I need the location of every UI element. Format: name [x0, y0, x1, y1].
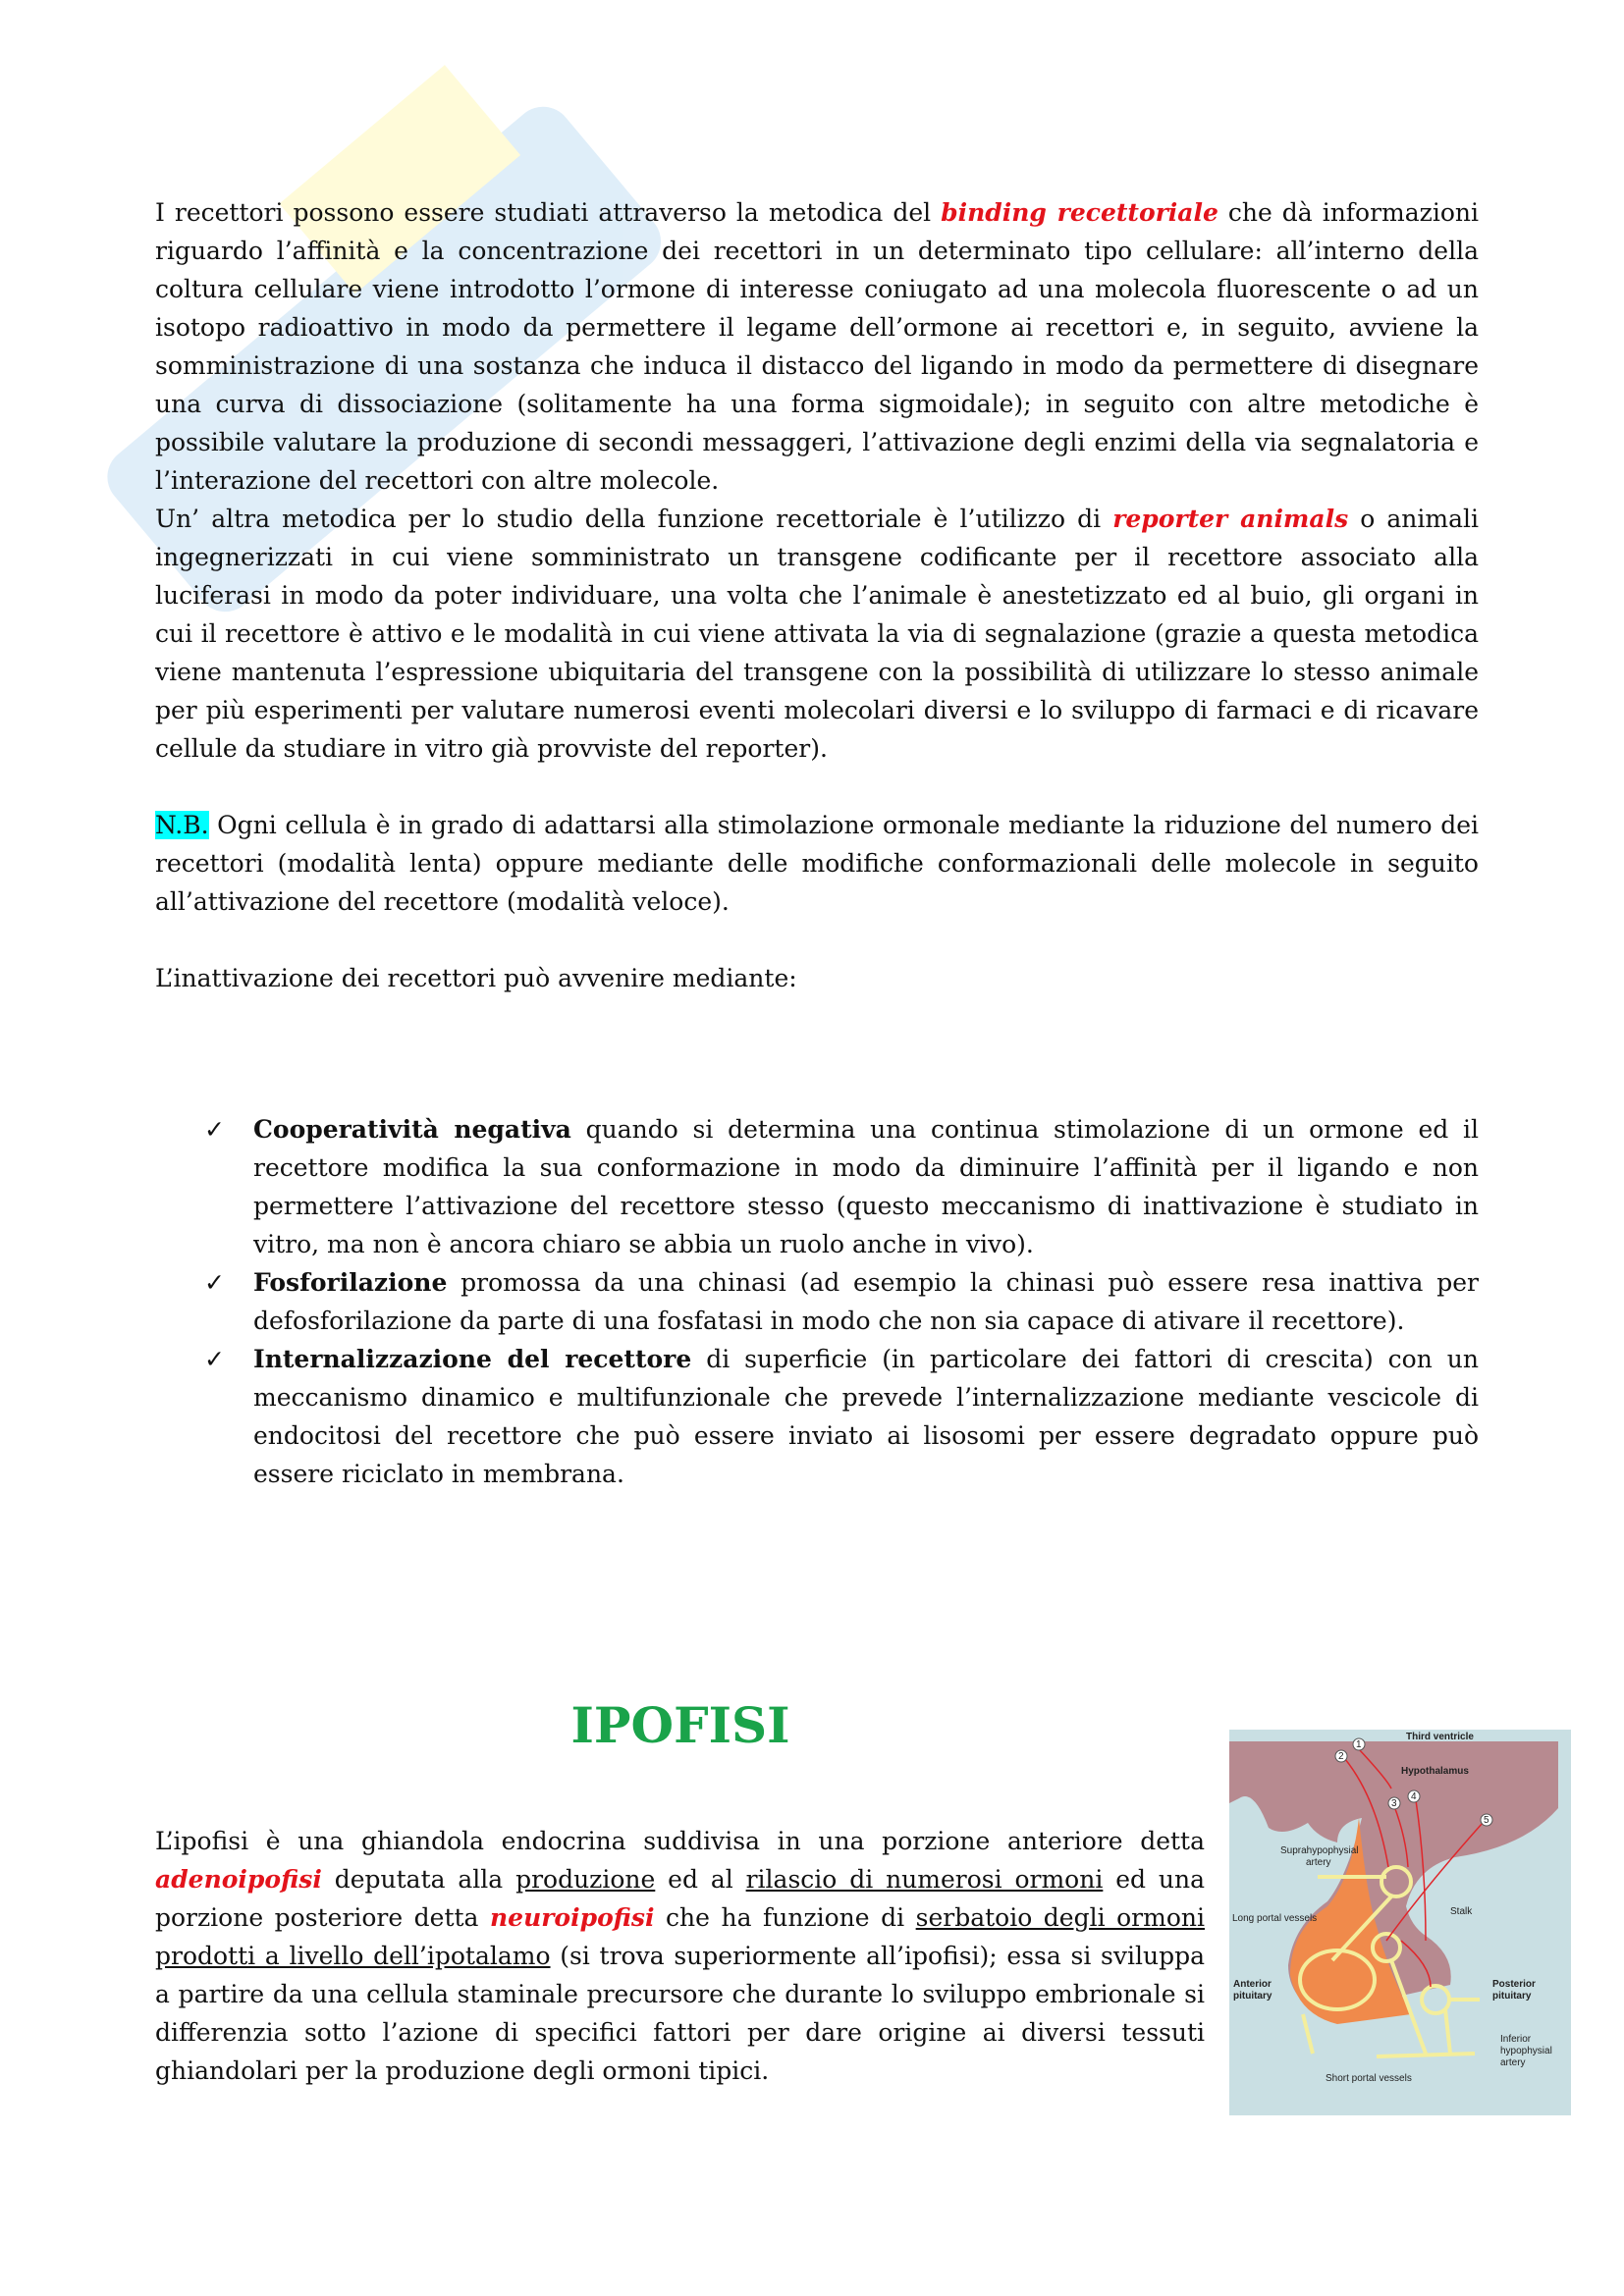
text: promossa da una chinasi (ad esempio la chinasi può essere resa inattiva per defosforilazione da parte di una fosfatasi in modo che non sia capace di ativare il recettore).	[253, 1268, 1479, 1335]
text: ed al	[655, 1865, 746, 1894]
label-hypothalamus: Hypothalamus	[1401, 1766, 1469, 1777]
label-anterior-pituitary: pituitary	[1233, 1991, 1272, 2002]
label-inferior-hypophysial: hypophysial	[1500, 2046, 1552, 2056]
label-5: 5	[1484, 1815, 1489, 1826]
bullet-title: Internalizzazione del recettore	[253, 1345, 692, 1373]
text: quando si determina una continua stimolazione di un ormone ed il recettore modifica la sua conformazione in modo da diminuire l’affinità per il ligando e non permettere l’attivazione del recettore stesso (questo meccanismo di inattivazione è studiato in vitro, ma non è ancora chiaro se abbia un ruolo anche in vivo).	[253, 1115, 1479, 1258]
underlined-text: serbatoio degli ormoni prodotti a livello dell’ipotalamo	[155, 1903, 1205, 1970]
label-2: 2	[1338, 1751, 1344, 1762]
list-item	[204, 1110, 1479, 1263]
inactivation-list	[204, 1110, 1479, 1493]
label-3: 3	[1391, 1798, 1397, 1809]
bullet-title: Cooperatività negativa	[253, 1115, 571, 1144]
term-binding-recettoriale: binding recettoriale	[941, 198, 1218, 227]
underlined-text: produzione	[515, 1865, 656, 1894]
text: che ha funzione di	[654, 1903, 916, 1932]
list-item	[204, 1263, 1479, 1340]
label-long-portal-vessels: Long portal vessels	[1232, 1913, 1318, 1924]
label-inferior-artery: artery	[1500, 2057, 1526, 2068]
text: deputata alla	[321, 1865, 516, 1894]
label-suprahypophysial-artery: artery	[1306, 1857, 1331, 1868]
paragraph-reporter	[155, 500, 1479, 768]
checkmark-icon: ✓	[204, 1115, 225, 1144]
text: (si trova superiormente all’ipofisi); essa si sviluppa a partire da una cellula staminale precursore che durante lo sviluppo embrionale si differenzia sotto l’azione di specifici fattori per dare origine ai diversi tessuti ghiandolari per la produzione degli ormoni tipici.	[155, 1942, 1205, 2085]
text: L’ipofisi è una ghiandola endocrina suddivisa in una porzione anteriore detta	[155, 1827, 1205, 1855]
term-reporter-animals: reporter animals	[1112, 505, 1349, 533]
paragraph-binding	[155, 193, 1479, 500]
list-item	[204, 1340, 1479, 1493]
text: I recettori possono essere studiati attraverso la metodica del	[155, 198, 942, 227]
label-4: 4	[1411, 1791, 1417, 1802]
text: ed una porzione posteriore detta	[155, 1865, 1205, 1932]
bullet-title: Fosforilazione	[253, 1268, 448, 1297]
inactivation-intro: L’inattivazione dei recettori può avvenire mediante:	[155, 964, 797, 992]
term-adenoipofisi: adenoipofisi	[155, 1865, 322, 1894]
term-neuroipofisi: neuroipofisi	[489, 1903, 655, 1932]
label-third-ventricle: Third ventricle	[1406, 1732, 1474, 1742]
body-text-block	[155, 193, 1479, 997]
checkmark-icon: ✓	[204, 1268, 225, 1297]
label-1: 1	[1356, 1739, 1362, 1750]
label-suprahypophysial: Suprahypophysial	[1280, 1845, 1359, 1856]
label-stalk: Stalk	[1450, 1906, 1473, 1917]
text: che dà informazioni riguardo l’affinità e la concentrazione dei recettori in un determinato tipo cellulare: all’interno della coltura cellulare viene introdotto l’ormone di interesse coniugato ad una molecola fluorescente o ad un isotopo radioattivo in modo da permettere il legame dell’ormone ai recettori e, in seguito, avviene la somministrazione di una sostanza che induca il distacco del ligando in modo da permettere di disegnare una curva di dissociazione (solitamente ha una forma sigmoidale); in seguito con altre metodiche è possibile valutare la produzione di secondi messaggeri, l’attivazione degli enzimi della via segnalatoria e l’interazione del recettori con altre molecole.	[155, 198, 1479, 495]
text: di superficie (in particolare dei fattori di crescita) con un meccanismo dinamico e multifunzionale che prevede l’internalizzazione mediante vescicole di endocitosi del recettore che può essere inviato ai lisosomi per essere degradato oppure può essere riciclato in membrana.	[253, 1345, 1479, 1488]
note-label: N.B.	[155, 811, 209, 839]
label-anterior: Anterior	[1233, 1979, 1272, 1990]
text: Ogni cellula è in grado di adattarsi alla stimolazione ormonale mediante la riduzione del numero dei recettori (modalità lenta) oppure mediante delle modifiche conformazionali delle molecole in seguito all’attivazione del recettore (modalità veloce).	[155, 811, 1479, 916]
checkmark-icon: ✓	[204, 1345, 225, 1373]
text: o animali ingegnerizzati in cui viene somministrato un transgene codificante per il recettore associato alla luciferasi in modo da poter individuare, una volta che l’animale è anestetizzato ed al buio, gli organi in cui il recettore è attivo e le modalità in cui viene attivata la via di segnalazione (grazie a questa metodica viene mantenuta l’espressione ubiquitaria del transgene con la possibilità di utilizzare lo stesso animale per più esperimenti per valutare numerosi eventi molecolari diversi e lo sviluppo di farmaci e di ricavare cellule da studiare in vitro già provviste del reporter).	[155, 505, 1480, 763]
underlined-text: rilascio di numerosi ormoni	[745, 1865, 1104, 1894]
label-inferior: Inferior	[1500, 2034, 1532, 2045]
label-posterior-pituitary: pituitary	[1492, 1991, 1532, 2002]
label-posterior: Posterior	[1492, 1979, 1536, 1990]
section-title: IPOFISI	[570, 1696, 790, 1754]
paragraph-note	[155, 806, 1479, 921]
pituitary-diagram	[1229, 1730, 1571, 2115]
label-short-portal-vessels: Short portal vessels	[1326, 2073, 1412, 2084]
ipofisi-paragraph	[155, 1822, 1205, 2090]
text: Un’ altra metodica per lo studio della funzione recettoriale è l’utilizzo di	[155, 505, 1113, 533]
